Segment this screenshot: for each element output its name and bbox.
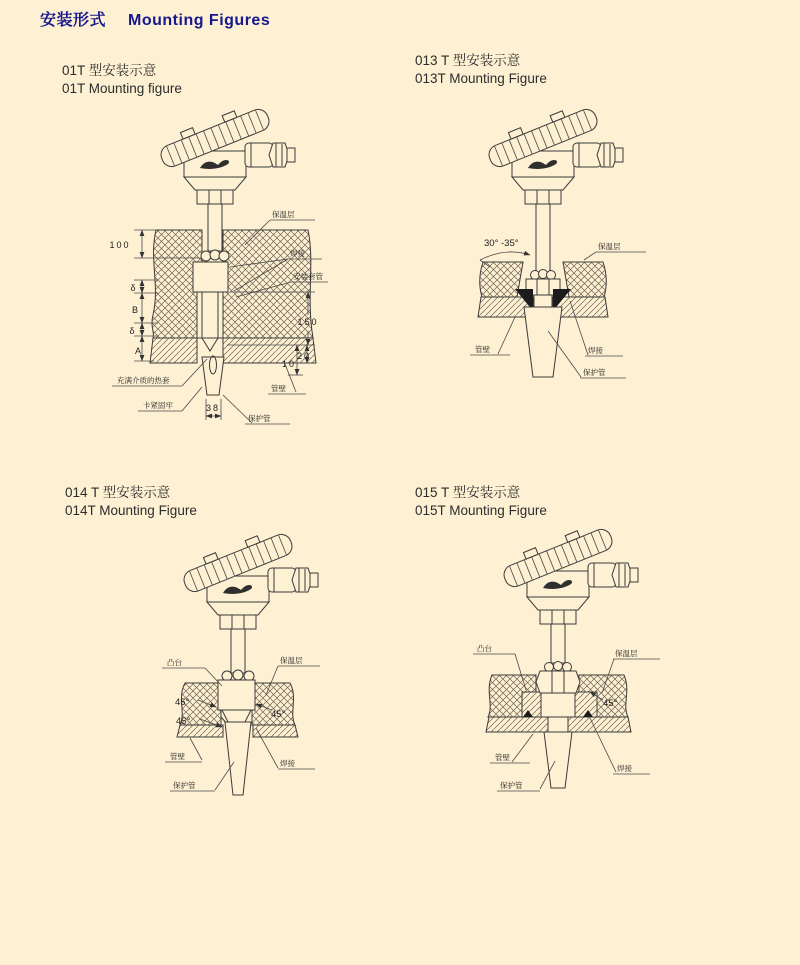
figure-01t-title [62, 62, 182, 98]
label-medium-sleeve: 充满介质的热套 [117, 376, 170, 385]
figure-015t-drawing [440, 525, 700, 810]
page-title-en: Mounting Figures [128, 12, 271, 29]
label-pipe-wall: 管壁 [271, 384, 286, 393]
dim-angle-1: 45° [175, 697, 190, 708]
figure-title-en: 013T Mounting Figure [415, 71, 547, 86]
dim-100: 100 [109, 240, 131, 250]
dim-B: B [131, 305, 141, 315]
dim-150: 150 [297, 317, 319, 327]
figure-013t-drawing [420, 105, 700, 395]
dim-delta2: δ [129, 326, 137, 336]
figure-title-en: 014T Mounting Figure [65, 503, 197, 518]
label-protect-tube: 保护管 [583, 368, 606, 377]
figure-015t-title [415, 484, 547, 520]
label-protect-tube: 保护管 [500, 781, 523, 790]
dim-angle-2: 45° [176, 716, 191, 727]
label-weld: 焊接 [290, 249, 305, 258]
label-clamp: 卡紧固牢 [143, 401, 173, 410]
label-weld: 焊接 [588, 346, 603, 355]
label-sleeve: 安装套管 [293, 272, 323, 281]
dim-20: 20 [296, 351, 312, 361]
dim-delta1: δ [130, 283, 138, 293]
probe-assembly [536, 623, 580, 788]
page-title [40, 7, 270, 30]
dim-A: A [134, 346, 144, 356]
label-insulation: 保温层 [615, 649, 638, 658]
label-pipe-wall: 管壁 [170, 752, 185, 761]
figure-title-zh: 014 T 型安装示意 [65, 485, 171, 500]
figure-01t-drawing [60, 105, 380, 445]
thermocouple-head [483, 105, 623, 204]
label-insulation: 保温层 [598, 242, 621, 251]
label-insulation: 保温层 [272, 210, 295, 219]
dim-10: 10 [281, 359, 297, 369]
dim-angle: 45° [603, 698, 618, 709]
figure-title-en: 01T Mounting figure [62, 81, 182, 96]
thermocouple-head [498, 525, 638, 624]
thermocouple-head [178, 530, 318, 629]
figure-014t-drawing [130, 530, 390, 810]
label-boss: 凸台 [477, 644, 492, 653]
probe-assembly [218, 628, 255, 795]
figure-014t-title [65, 484, 197, 520]
figure-title-zh: 01T 型安装示意 [62, 63, 157, 78]
dim-angle: 30° -35° [484, 238, 519, 249]
figure-title-zh: 013 T 型安装示意 [415, 53, 521, 68]
label-weld: 焊接 [280, 759, 295, 768]
dim-38: 38 [205, 403, 221, 413]
figure-title-zh: 015 T 型安装示意 [415, 485, 521, 500]
page-title-zh: 安装形式 [40, 12, 107, 29]
label-weld: 焊接 [617, 764, 632, 773]
label-pipe-wall: 管壁 [475, 345, 490, 354]
label-insulation: 保温层 [280, 656, 303, 665]
figure-title-en: 015T Mounting Figure [415, 503, 547, 518]
boss-step-left [522, 692, 541, 717]
label-protect-tube: 保护管 [173, 781, 196, 790]
thermocouple-head [155, 105, 295, 204]
figure-013t-title [415, 52, 547, 88]
label-boss: 凸台 [167, 658, 182, 667]
label-pipe-wall: 管壁 [495, 753, 510, 762]
label-protect-tube: 保护管 [248, 414, 271, 423]
dim-angle-3: 45° [271, 709, 286, 720]
